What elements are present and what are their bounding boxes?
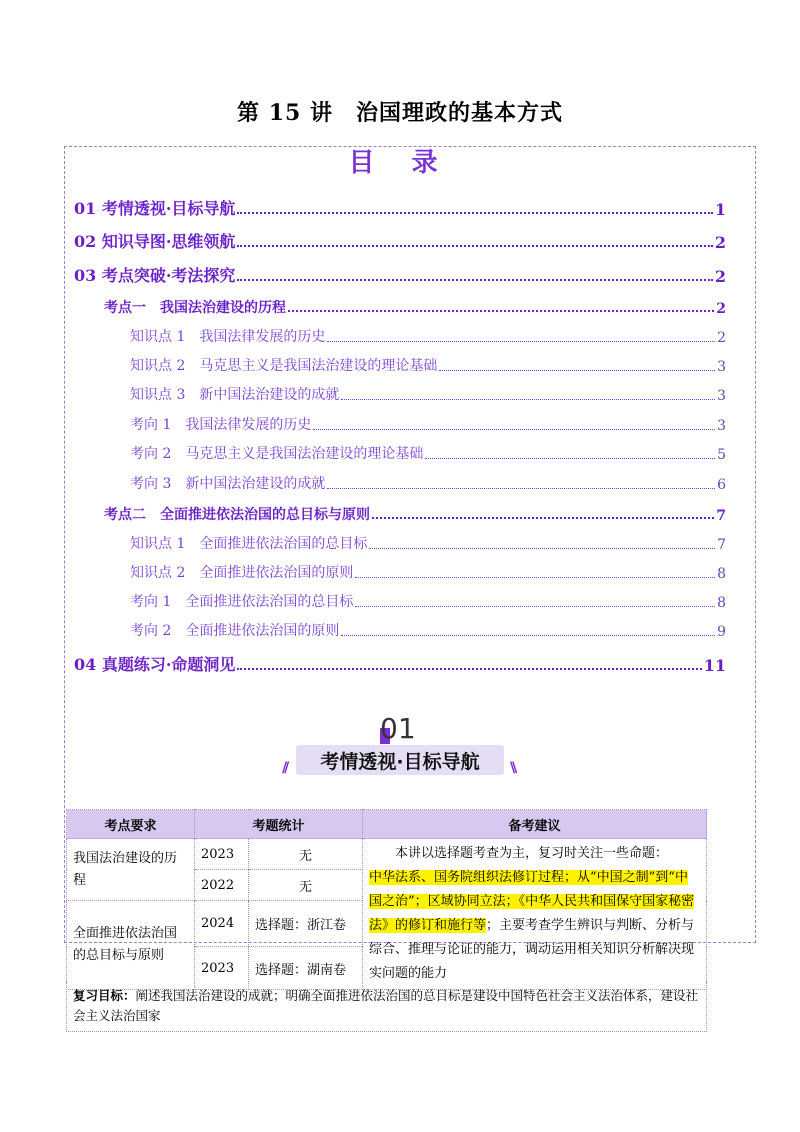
toc-sub-entry[interactable] [130,355,726,375]
page-title: 第 15 讲 治国理政的基本方式 [237,100,563,126]
toc-entry-label: 知识点 3 新中国法治建设的成就 [130,387,340,403]
requirement-cell: 全面推进依法治国的总目标与原则 [67,901,195,990]
toc-entry-label: 02 知识导图·思维领航 [74,232,236,251]
toc-entry-page: 3 [717,388,726,404]
stat-cell: 选择题：湖南卷 [249,947,363,990]
toc-entry-label: 考向 2 全面推进依法治国的原则 [130,623,340,639]
header-statistics: 考题统计 [195,810,363,839]
toc-entry-label: 知识点 1 全面推进依法治国的总目标 [130,536,368,552]
toc-entry-page: 11 [703,656,726,675]
stat-cell: 无 [249,839,363,870]
toc-entry-label: 知识点 2 全面推进依法治国的原则 [130,565,354,581]
toc-entry-02[interactable] [74,229,726,252]
table-header-row [67,810,707,839]
toc-entry-04[interactable] [74,652,726,675]
toc-entry-label: 考向 3 新中国法治建设的成就 [130,476,326,492]
toc-entry-page: 3 [717,418,726,434]
toc-entry-01[interactable] [74,196,726,219]
exam-overview-table [66,809,707,990]
toc-entry-label: 考向 2 马克思主义是我国法治建设的理论基础 [130,446,424,462]
toc-entry-label: 考向 1 我国法律发展的历史 [130,417,312,433]
suggestion-intro: 本讲以选择题考查为主，复习时关注一些命题： [395,846,669,861]
suggestion-highlight: 中华法系、国务院组织法修订过程；从“中国之制”到“中国之治”；区域协同立法；《中华人民共和国保守国家秘密法》的修订和施行等 [369,870,695,933]
toc-sub-entry[interactable] [130,326,726,346]
toc-sub-entry[interactable] [130,591,726,611]
toc-entry-page: 2 [716,301,726,317]
toc-sub-entry[interactable] [130,620,726,640]
suggestion-cell [363,839,707,990]
requirement-cell: 我国法治建设的历程 [67,839,195,901]
header-requirement: 考点要求 [67,810,195,839]
toc-sub-entry[interactable] [130,443,726,463]
year-cell: 2023 [195,947,249,990]
toc-entry-label: 01 考情透视·目标导航 [74,199,236,218]
toc-entry-page: 2 [717,330,726,346]
toc-entry-label: 考向 1 全面推进依法治国的总目标 [130,594,354,610]
review-goal-text: 阐述我国法治建设的成就；明确全面推进依法治国的总目标是建设中国特色社会主义法治体系，建设社会主义法治国家 [73,988,699,1023]
toc-entry-page: 8 [717,595,726,611]
table-row [67,839,707,870]
toc-point-2[interactable] [104,504,726,524]
toc-entry-page: 6 [717,477,726,493]
toc-entry-page: 8 [717,566,726,582]
suggestion-rest: ；主要考查学生辨识与判断、分析与综合、推理与论证的能力，调动运用相关知识分析解决现实问题的能力 [369,918,695,981]
toc-entry-label: 知识点 1 我国法律发展的历史 [130,329,326,345]
toc-heading: 目 录 [348,148,452,178]
stat-cell: 无 [249,870,363,901]
toc-entry-page: 3 [717,359,726,375]
toc-sub-entry[interactable] [130,473,726,493]
slash-decoration-left: // [282,760,287,776]
toc-entry-label: 知识点 2 马克思主义是我国法治建设的理论基础 [130,358,438,374]
toc-entry-page: 9 [717,624,726,640]
section-number: 01 [380,712,416,745]
stat-cell: 选择题：浙江卷 [249,901,363,947]
toc-entry-page: 2 [714,233,726,252]
toc-sub-entry[interactable] [130,533,726,553]
toc-entry-page: 7 [717,537,726,553]
toc-entry-label: 考点一 我国法治建设的历程 [104,300,286,316]
toc-entry-label: 考点二 全面推进依法治国的总目标与原则 [104,507,370,523]
toc-entry-label: 04 真题练习·命题洞见 [74,655,236,674]
toc-entry-label: 03 考点突破·考法探究 [74,266,236,285]
toc-entry-page: 5 [717,447,726,463]
toc-sub-entry[interactable] [130,384,726,404]
year-cell: 2022 [195,870,249,901]
toc-entry-03[interactable] [74,263,726,286]
toc-entry-page: 2 [714,267,726,286]
review-goal [66,982,707,1032]
year-cell: 2024 [195,901,249,947]
toc-entry-page: 7 [716,508,726,524]
review-goal-label: 复习目标： [73,988,136,1003]
toc-sub-entry[interactable] [130,562,726,582]
toc-sub-entry[interactable] [130,414,726,434]
toc-entry-page: 1 [714,200,726,219]
slash-decoration-right: \\ [510,760,515,776]
year-cell: 2023 [195,839,249,870]
header-suggestion: 备考建议 [363,810,707,839]
toc-point-1[interactable] [104,297,726,317]
section-title: 考情透视·目标导航 [320,751,480,773]
